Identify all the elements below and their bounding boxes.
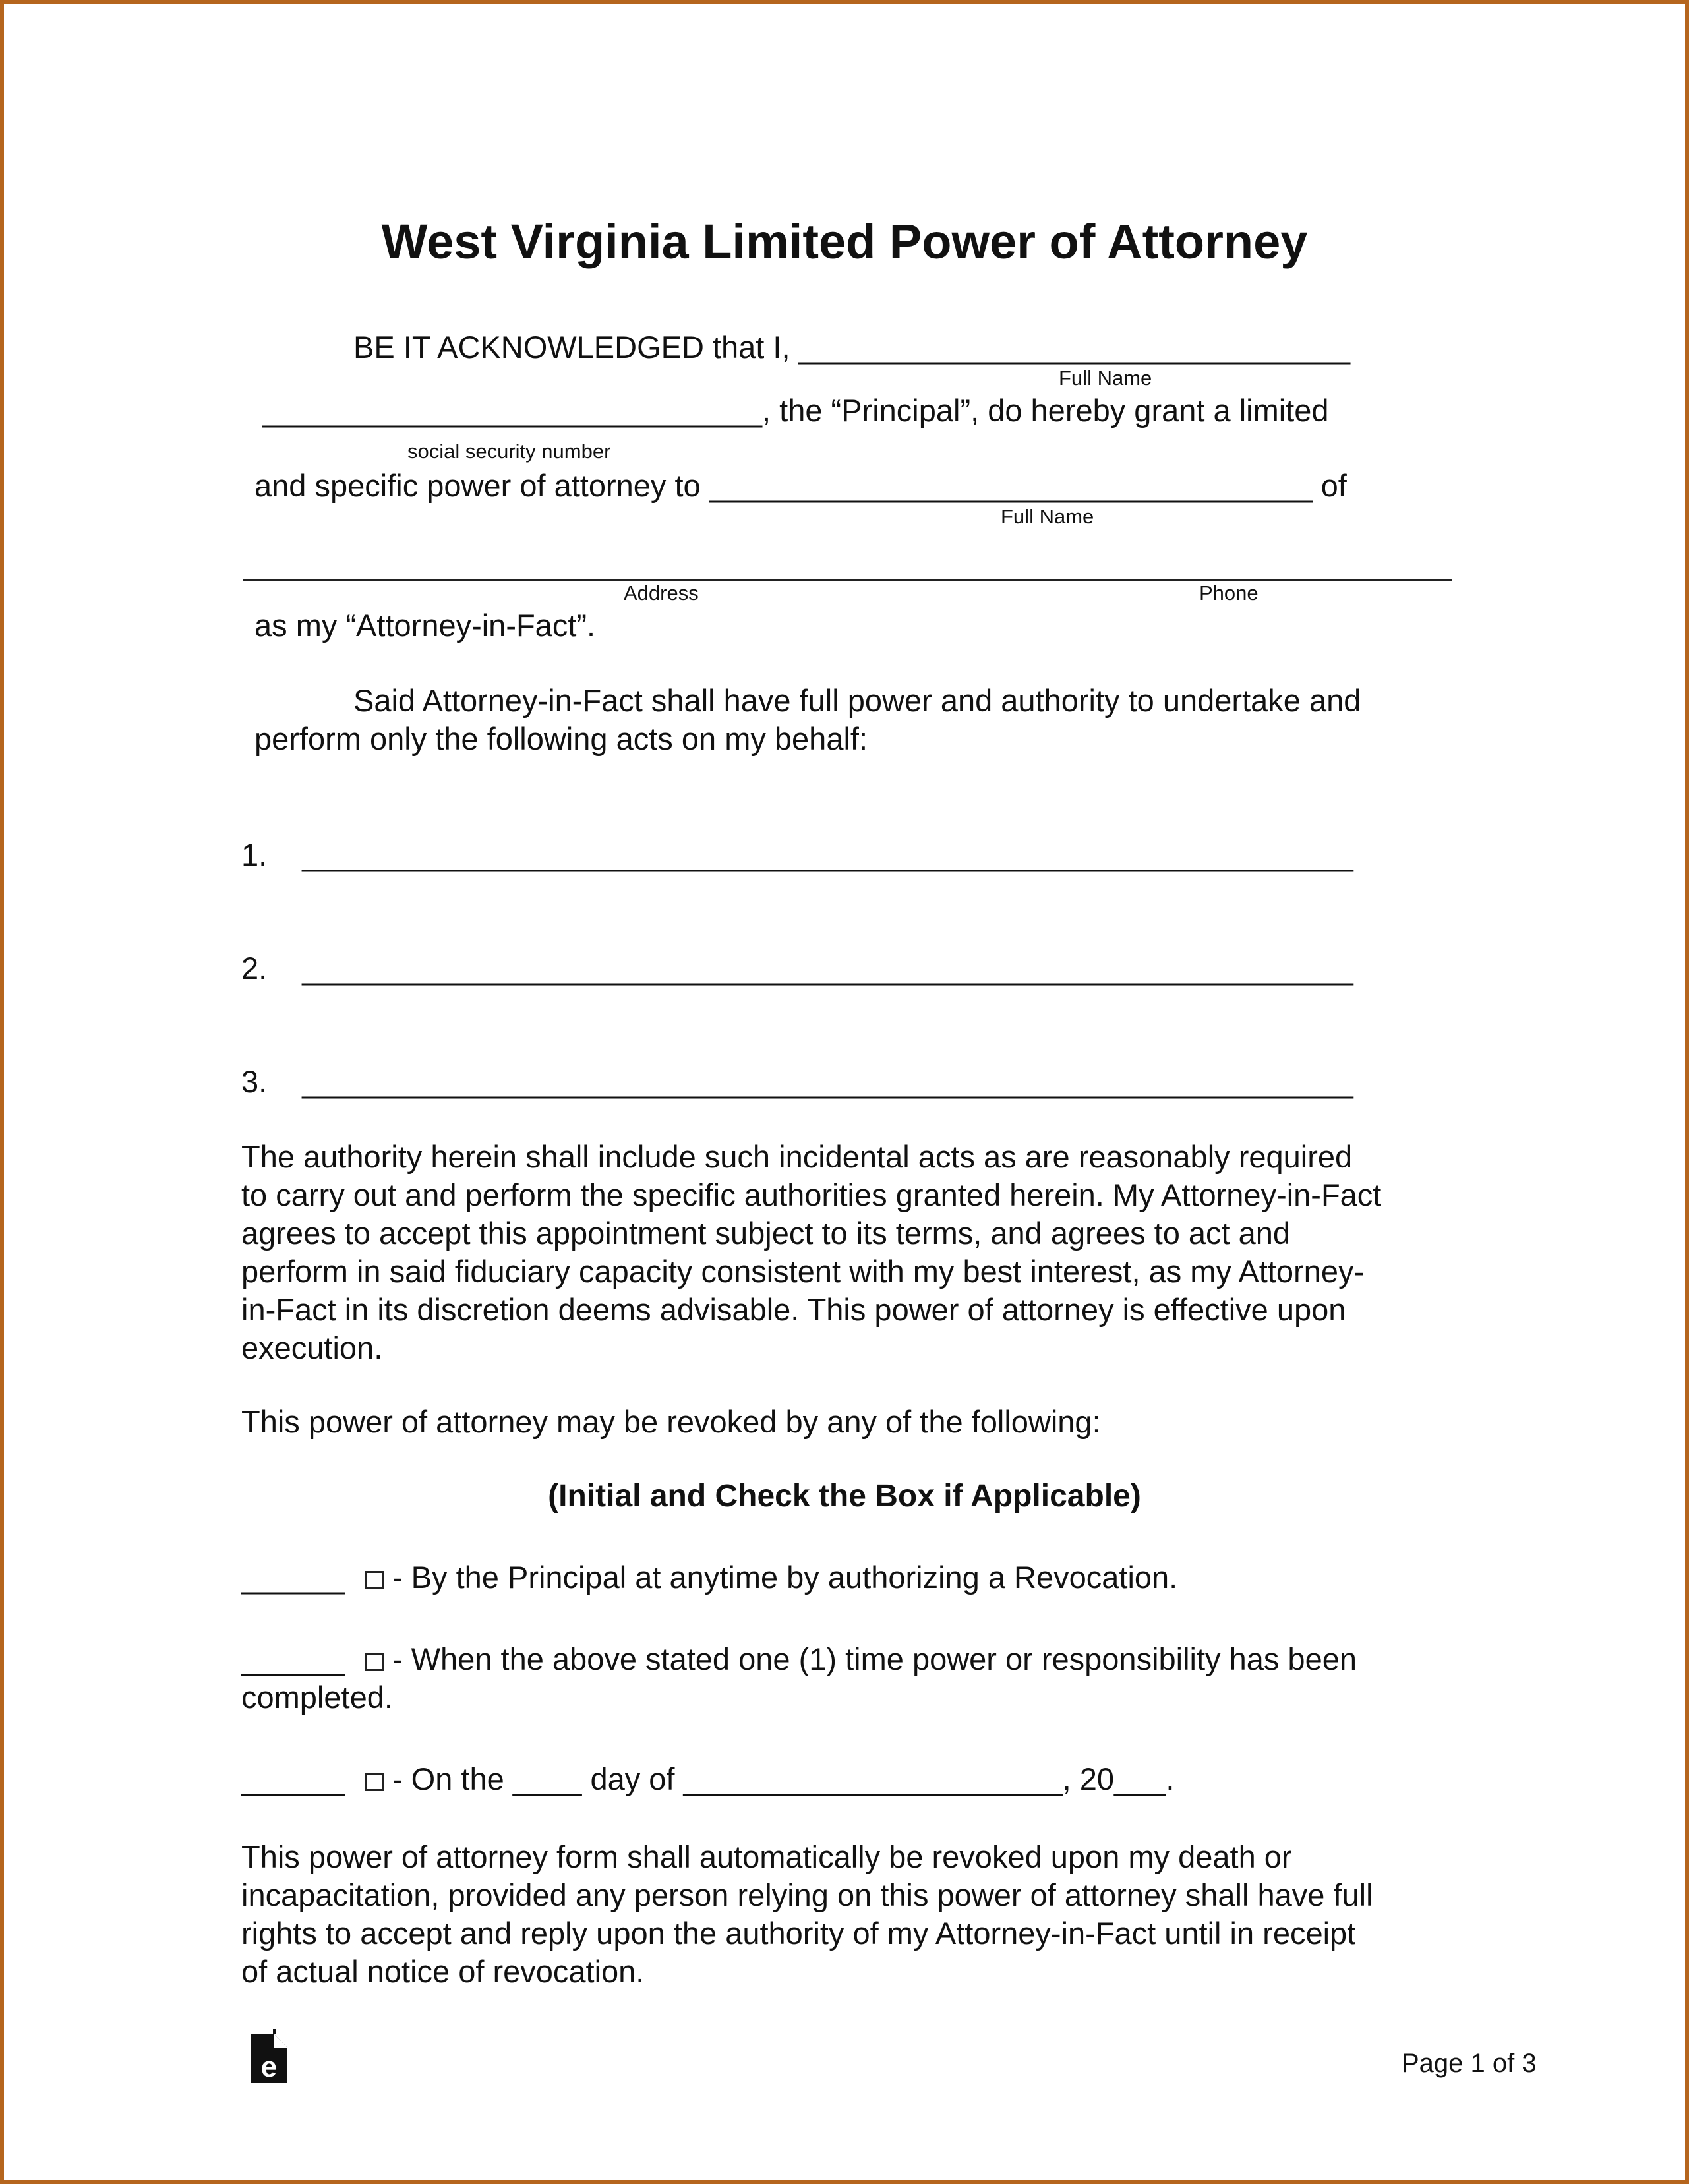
- svg-text:e: e: [260, 2051, 278, 2083]
- initial-field[interactable]: ______: [241, 1641, 345, 1676]
- option-text-continued: completed.: [241, 1680, 393, 1715]
- revocation-option-2: [241, 1640, 1357, 1717]
- authority-line-2: perform only the following acts on my behalf:: [254, 721, 868, 756]
- revocation-option-1: [241, 1558, 1177, 1597]
- caption-full-name-principal: Full Name: [1059, 367, 1152, 390]
- incidental-paragraph: [241, 1138, 1381, 1367]
- act-blank-field[interactable]: _____________________________________________________________: [302, 951, 1353, 986]
- act-number: 2.: [241, 951, 268, 986]
- act-blank-field[interactable]: _____________________________________________________________: [302, 837, 1353, 872]
- intro-line-3: and specific power of attorney to ___________________________________ of: [254, 468, 1347, 503]
- automatic-revocation-paragraph: [241, 1838, 1373, 1991]
- checkbox[interactable]: [365, 1571, 384, 1589]
- caption-ssn: social security number: [407, 440, 611, 463]
- option-text: - By the Principal at anytime by authorizing a Revocation.: [392, 1560, 1178, 1595]
- revocation-intro: This power of attorney may be revoked by any of the following:: [241, 1404, 1101, 1439]
- caption-full-name-attorney: Full Name: [1001, 505, 1094, 528]
- act-item-2: [241, 949, 1353, 988]
- initial-field[interactable]: ______: [241, 1560, 345, 1595]
- incidental-line: The authority herein shall include such incidental acts as are reasonably required: [241, 1139, 1353, 1174]
- option-text: - When the above stated one (1) time power or responsibility has been: [392, 1641, 1357, 1676]
- act-blank-field[interactable]: _____________________________________________________________: [302, 1064, 1353, 1099]
- intro-line-1: BE IT ACKNOWLEDGED that I, ________________________________: [353, 330, 1351, 365]
- option-text: - On the ____ day of ______________________, 20___.: [392, 1761, 1175, 1796]
- auto-revocation-line: rights to accept and reply upon the authority of my Attorney-in-Fact until in receipt: [241, 1916, 1356, 1951]
- initial-field[interactable]: ______: [241, 1761, 345, 1796]
- caption-address: Address: [624, 581, 699, 605]
- checkbox[interactable]: [365, 1773, 384, 1791]
- auto-revocation-line: This power of attorney form shall automatically be revoked upon my death or: [241, 1839, 1292, 1874]
- act-number: 3.: [241, 1064, 268, 1099]
- incidental-line: in-Fact in its discretion deems advisable. This power of attorney is effective upon: [241, 1292, 1346, 1327]
- act-item-1: [241, 836, 1353, 874]
- caption-phone: Phone: [1199, 581, 1259, 605]
- revocation-heading: (Initial and Check the Box if Applicable): [548, 1479, 1141, 1514]
- act-item-3: [241, 1063, 1353, 1101]
- incidental-line: agrees to accept this appointment subject to its terms, and agrees to act and: [241, 1216, 1291, 1251]
- authority-line-1: Said Attorney-in-Fact shall have full power and authority to undertake and: [353, 683, 1361, 718]
- act-number: 1.: [241, 837, 268, 872]
- auto-revocation-line: incapacitation, provided any person relying on this power of attorney shall have full: [241, 1877, 1373, 1912]
- document-title: West Virginia Limited Power of Attorney: [381, 214, 1308, 269]
- eforms-document-icon: [249, 2028, 290, 2084]
- address-phone-line: [243, 579, 1452, 581]
- incidental-line: to carry out and perform the specific authorities granted herein. My Attorney-in-Fact: [241, 1177, 1382, 1212]
- auto-revocation-line: of actual notice of revocation.: [241, 1954, 645, 1989]
- revocation-option-3: [241, 1760, 1174, 1798]
- checkbox[interactable]: [365, 1653, 384, 1671]
- incidental-line: perform in said fiduciary capacity consistent with my best interest, as my Attorney-: [241, 1254, 1365, 1289]
- intro-line-2: _____________________________, the “Principal”, do hereby grant a limited: [262, 393, 1329, 428]
- incidental-line: execution.: [241, 1330, 383, 1365]
- page-number: Page 1 of 3: [1402, 2049, 1537, 2078]
- intro-line-4: as my “Attorney-in-Fact”.: [254, 608, 596, 643]
